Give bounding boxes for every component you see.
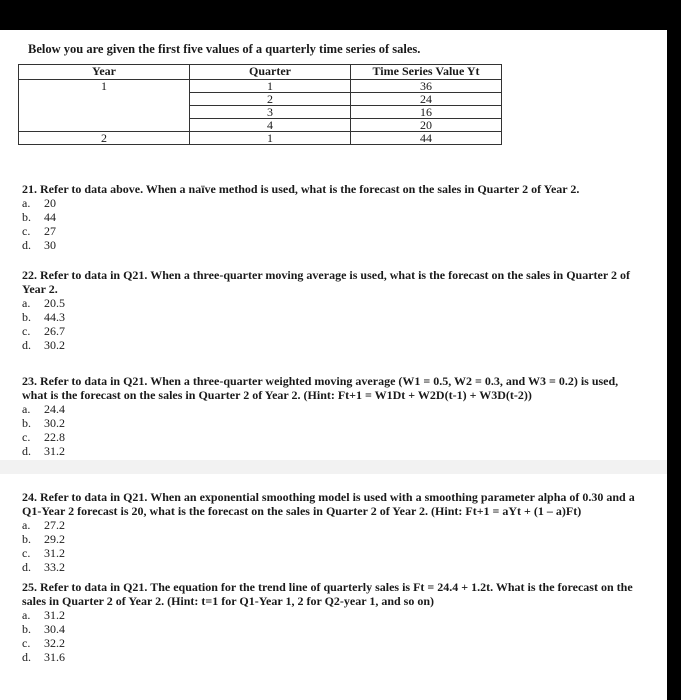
answer-option[interactable]: b. 30.2 <box>22 416 65 430</box>
answer-option[interactable]: d. 31.6 <box>22 650 65 664</box>
header-value: Time Series Value Yt <box>351 65 502 80</box>
answer-option[interactable]: d. 33.2 <box>22 560 65 574</box>
answer-option[interactable]: a. 27.2 <box>22 518 65 532</box>
question-stem: 21. Refer to data above. When a naïve method is used, what is the forecast on the sales in Quarter 2 of Year 2. <box>22 182 580 196</box>
header-quarter: Quarter <box>190 65 351 80</box>
value-cell: 16 <box>351 106 502 119</box>
answer-option[interactable]: c. 26.7 <box>22 324 65 338</box>
year-cell: 1 <box>19 80 190 132</box>
top-black-bar <box>0 0 681 30</box>
answer-option[interactable]: a. 20.5 <box>22 296 65 310</box>
quarter-cell: 3 <box>190 106 351 119</box>
value-cell: 20 <box>351 119 502 132</box>
question-25 <box>22 580 642 664</box>
table-row <box>19 132 502 145</box>
quarter-cell: 1 <box>190 132 351 145</box>
question-24 <box>22 490 642 574</box>
question-stem: 22. Refer to data in Q21. When a three-quarter moving average is used, what is the forecast on the sales in Quarter 2 of Year 2. <box>22 268 630 296</box>
quarter-cell: 2 <box>190 93 351 106</box>
answer-option[interactable]: b. 44.3 <box>22 310 65 324</box>
intro-text: Below you are given the first five values of a quarterly time series of sales. <box>28 42 421 56</box>
answer-option[interactable]: b. 29.2 <box>22 532 65 546</box>
question-stem: 23. Refer to data in Q21. When a three-quarter weighted moving average (W1 = 0.5, W2 = 0.3, and W3 = 0.2) is used, what is the forecast on the sales in Quarter 2 of Year 2. (Hint: Ft+1 = W1Dt + W2D(t-1) + W3D(t-2)) <box>22 374 619 402</box>
question-21 <box>22 182 622 252</box>
quarter-cell: 4 <box>190 119 351 132</box>
answer-option[interactable]: c. 27 <box>22 224 56 238</box>
header-year: Year <box>19 65 190 80</box>
value-cell: 44 <box>351 132 502 145</box>
time-series-table <box>18 64 502 145</box>
answer-option[interactable]: b. 30.4 <box>22 622 65 636</box>
question-stem: 24. Refer to data in Q21. When an exponential smoothing model is used with a smoothing parameter alpha of 0.30 and a Q1-Year 2 forecast is 20, what is the forecast on the sales in Quarter 2 of Year 2. (Hint: Ft+1 = aYt + (1 – a)Ft) <box>22 490 635 518</box>
answer-option[interactable]: b. 44 <box>22 210 56 224</box>
answer-option[interactable]: d. 30 <box>22 238 56 252</box>
answer-option[interactable]: a. 24.4 <box>22 402 65 416</box>
question-stem: 25. Refer to data in Q21. The equation for the trend line of quarterly sales is Ft = 24.4 + 1.2t. What is the forecast on the sales in Quarter 2 of Year 2. (Hint: t=1 for Q1-Year 1, 2 for Q2-year 1, and so on) <box>22 580 633 608</box>
table-header-row <box>19 65 502 80</box>
right-black-bar <box>667 0 681 700</box>
answer-option[interactable]: d. 31.2 <box>22 444 65 458</box>
answer-option[interactable]: d. 30.2 <box>22 338 65 352</box>
year-cell: 2 <box>19 132 190 145</box>
table-row <box>19 80 502 93</box>
answer-option[interactable]: a. 20 <box>22 196 56 210</box>
quarter-cell: 1 <box>190 80 351 93</box>
answer-option[interactable]: c. 22.8 <box>22 430 65 444</box>
answer-option[interactable]: c. 32.2 <box>22 636 65 650</box>
question-23 <box>22 374 637 458</box>
value-cell: 24 <box>351 93 502 106</box>
answer-option[interactable]: a. 31.2 <box>22 608 65 622</box>
document-page <box>0 30 667 700</box>
page-break-gap <box>0 460 667 474</box>
question-22 <box>22 268 632 352</box>
answer-option[interactable]: c. 31.2 <box>22 546 65 560</box>
value-cell: 36 <box>351 80 502 93</box>
